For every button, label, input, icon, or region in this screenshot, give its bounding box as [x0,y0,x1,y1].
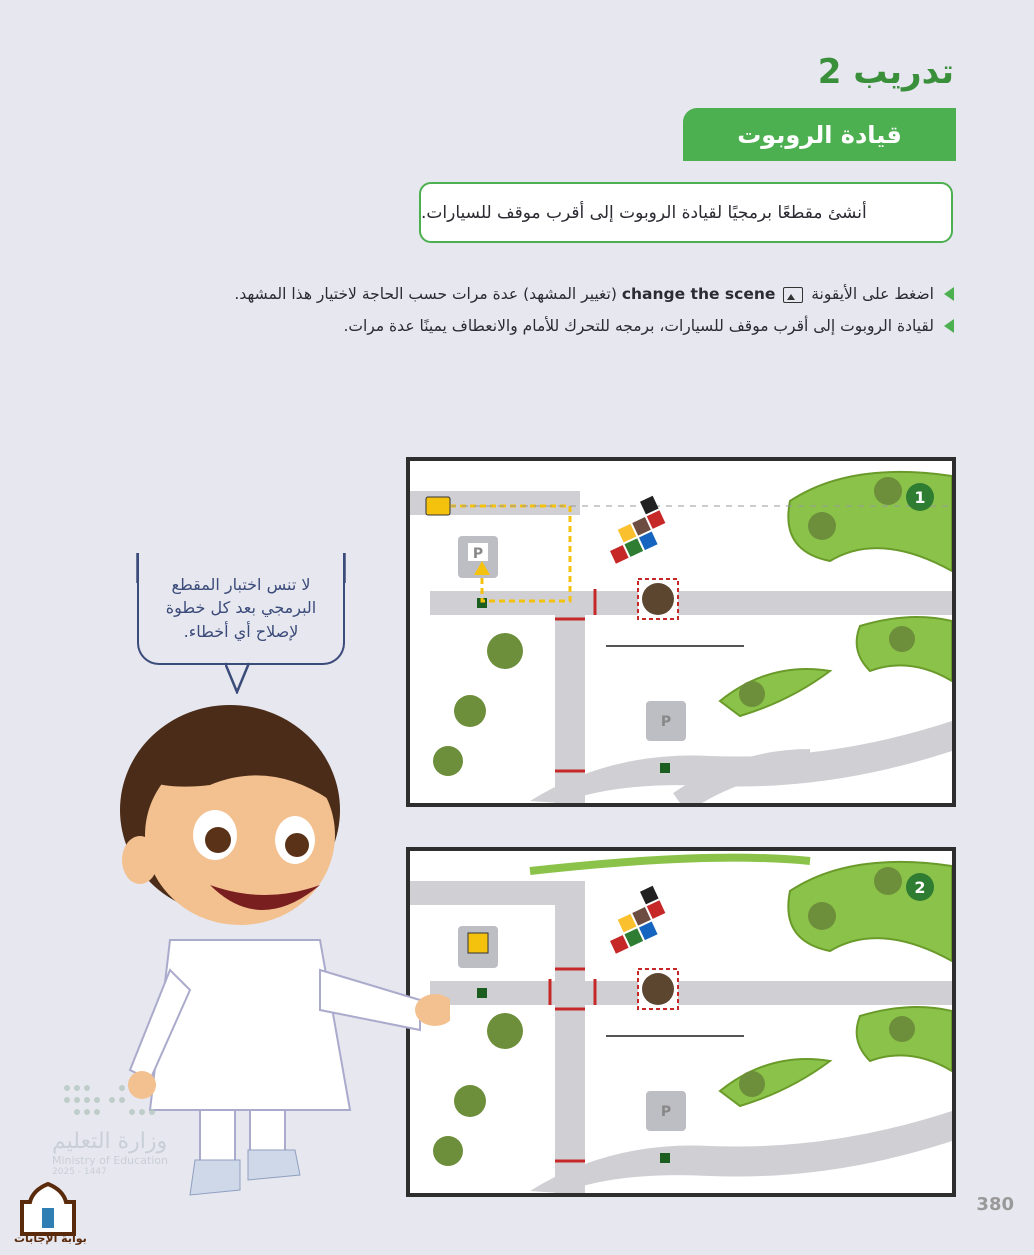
site-logo-label: بوابة الإجابات [14,1232,87,1245]
bullet-icon [944,319,954,333]
parking-sign: P [472,546,484,562]
bubble-top-caps [136,553,346,583]
ministry-logo-icon [52,1080,202,1125]
bullet-icon [944,287,954,301]
instruction-2: لقيادة الروبوت إلى أقرب موقف للسيارات، برمجه للتحرك للأمام والانعطاف يمينًا عدة مرات. [134,317,954,335]
svg-text:P: P [660,714,672,730]
ministry-watermark: وزارة التعليم Ministry of Education 2025 - 1447 [52,1080,252,1210]
scene-map-2 [406,847,956,1197]
map-1-number: 1 [914,488,926,507]
instructions [134,285,954,349]
instruction-1: اضغط على الأيقونة change the scene (تغيير المشهد) عدة مرات حسب الحاجة لاختيار هذا المشهد. [134,285,954,303]
change-scene-label: change the scene [621,285,776,303]
scene-map-1 [406,457,956,807]
task-box: أنشئ مقطعًا برمجيًا لقيادة الروبوت إلى أقرب موقف للسيارات. [419,182,953,243]
section-banner: قيادة الروبوت [683,108,956,161]
speech-bubble: لا تنس اختبار المقطع البرمجي بعد كل خطوة لإصلاح أي أخطاء. [137,553,345,665]
page-number: 380 [976,1194,1014,1215]
change-scene-icon [783,287,803,303]
map-2-number: 2 [914,878,926,897]
exercise-title: تدريب 2 [817,52,954,92]
svg-text:P: P [660,1104,672,1120]
